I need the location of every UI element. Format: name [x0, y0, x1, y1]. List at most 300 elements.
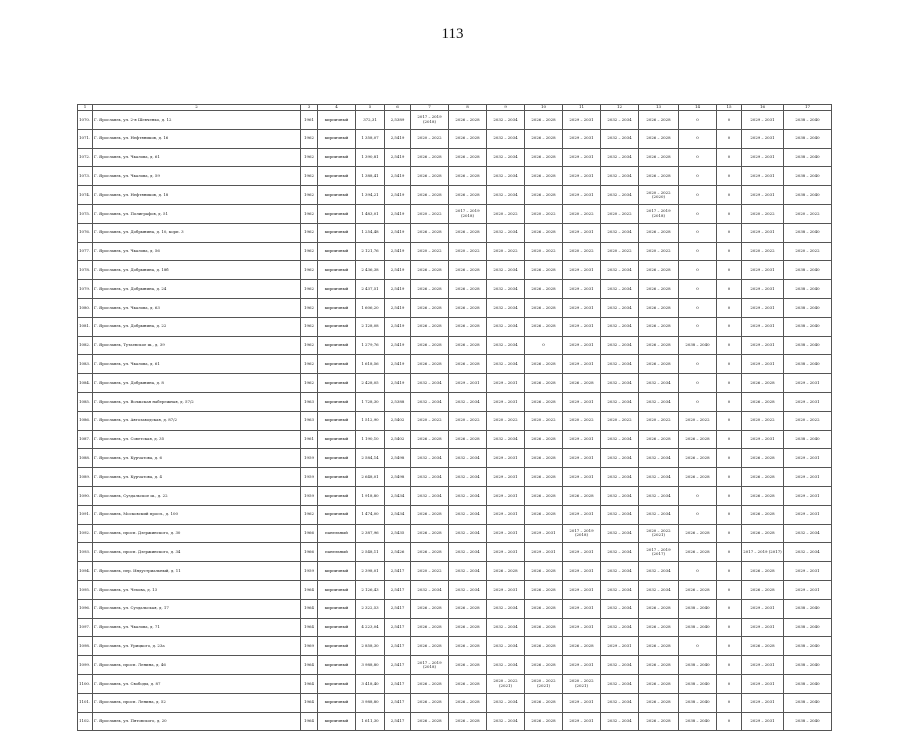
table-cell: 2032 – 2034	[487, 637, 525, 656]
table-cell: 2038 – 2040	[784, 618, 832, 637]
table-cell: 0	[679, 167, 717, 186]
table-cell: 2038 – 2040	[679, 618, 717, 637]
table-cell: 2026 – 2028	[639, 129, 679, 148]
table-cell: 2,5417	[385, 656, 411, 675]
table-cell: 1 390,81	[356, 148, 385, 167]
table-cell: 0	[717, 449, 742, 468]
table-cell: 2020 – 2022	[411, 204, 449, 223]
table-cell: 2026 – 2028	[449, 656, 487, 675]
table-cell: 1 279,76	[356, 336, 385, 355]
table-cell: 2038 – 2040	[784, 712, 832, 731]
table-cell: 1962	[301, 505, 318, 524]
table-cell: 2029 – 2031	[742, 167, 784, 186]
table-cell: 2038 – 2040	[784, 317, 832, 336]
table-cell: 0	[717, 355, 742, 374]
table-cell: 2029 – 2031	[563, 167, 601, 186]
table-cell: 2017 – 2019 (2017)	[639, 543, 679, 562]
table-cell: 2032 – 2034	[601, 599, 639, 618]
column-number-cell: 13	[639, 105, 679, 111]
table-cell: 2020 – 2022	[411, 242, 449, 261]
table-cell: 2032 – 2034	[601, 712, 639, 731]
table-cell: 2026 – 2028	[525, 298, 563, 317]
table-cell: 2032 – 2034	[487, 712, 525, 731]
table-row	[78, 186, 832, 205]
table-cell: 2029 – 2031	[563, 336, 601, 355]
table-cell: 2,5388	[385, 392, 411, 411]
table-cell: 2026 – 2028	[525, 261, 563, 280]
table-cell: кирпичный	[318, 167, 356, 186]
row-number-cell: 1075.	[78, 204, 93, 223]
table-cell: кирпичный	[318, 392, 356, 411]
table-cell: 2026 – 2028	[679, 580, 717, 599]
table-cell: 2032 – 2034	[601, 543, 639, 562]
table-cell: 2029 – 2031	[563, 129, 601, 148]
table-cell: 2038 – 2040	[784, 656, 832, 675]
table-cell: 2029 – 2031	[563, 223, 601, 242]
table-cell: 2032 – 2034	[601, 562, 639, 581]
table-cell: 2020 – 2022	[679, 411, 717, 430]
table-cell: 0	[717, 374, 742, 393]
table-cell: 0	[717, 298, 742, 317]
address-cell: Г. Ярославль, просп. Ленина, д. 52	[93, 693, 301, 712]
table-cell: 1962	[301, 129, 318, 148]
table-cell: 2026 – 2028	[449, 599, 487, 618]
table-cell: 2032 – 2034	[487, 261, 525, 280]
table-cell: 2026 – 2028	[639, 693, 679, 712]
address-cell: Г. Ярославль, ул. Чкалова, д. 71	[93, 618, 301, 637]
table-cell: 1964	[301, 618, 318, 637]
table-cell: кирпичный	[318, 355, 356, 374]
table-cell: 0	[717, 148, 742, 167]
table-cell: 2032 – 2034	[601, 392, 639, 411]
table-cell: 2032 – 2034	[449, 543, 487, 562]
table-cell: 2032 – 2034	[449, 486, 487, 505]
address-cell: Г. Ярославль, ул. Чкалова, д. 61	[93, 355, 301, 374]
table-cell: 1962	[301, 317, 318, 336]
column-number-cell: 15	[717, 105, 742, 111]
table-cell: 2026 – 2028	[639, 355, 679, 374]
table-cell: 2029 – 2031	[742, 693, 784, 712]
table-cell: 2017 – 2019 (2018)	[563, 524, 601, 543]
table-cell: 2032 – 2034	[601, 486, 639, 505]
table-cell: 2032 – 2034	[601, 298, 639, 317]
table-cell: 2026 – 2028	[449, 355, 487, 374]
table-cell: 2,5417	[385, 693, 411, 712]
table-cell: 2038 – 2040	[784, 129, 832, 148]
row-number-cell: 1078.	[78, 261, 93, 280]
table-cell: 2038 – 2040	[784, 148, 832, 167]
table-cell: 2026 – 2028	[639, 298, 679, 317]
table-cell: 2026 – 2028	[449, 223, 487, 242]
table-cell: 0	[717, 712, 742, 731]
table-cell: 0	[717, 223, 742, 242]
table-cell: 2026 – 2028	[639, 674, 679, 693]
table-cell: 0	[717, 261, 742, 280]
table-cell: кирпичный	[318, 204, 356, 223]
table-cell: 2038 – 2040	[784, 261, 832, 280]
table-cell: 2029 – 2031	[449, 374, 487, 393]
table-cell: 0	[717, 430, 742, 449]
table-cell: 2026 – 2028	[411, 674, 449, 693]
table-cell: 2026 – 2028	[411, 524, 449, 543]
table-cell: 2029 – 2031	[742, 430, 784, 449]
table-cell: 2029 – 2031	[784, 449, 832, 468]
table-cell: 2029 – 2031	[487, 505, 525, 524]
table-cell: 2026 – 2028	[525, 280, 563, 299]
table-cell: 2 428,05	[356, 374, 385, 393]
address-cell: Г. Ярославль, ул. Добрынина, д. 24	[93, 280, 301, 299]
table-cell: 2029 – 2031	[742, 111, 784, 130]
table-cell: 2,5419	[385, 204, 411, 223]
table-row	[78, 693, 832, 712]
table-cell: 2026 – 2028	[742, 374, 784, 393]
column-number-cell: 17	[784, 105, 832, 111]
table-cell: 2032 – 2034	[487, 167, 525, 186]
table-cell: 2029 – 2031	[563, 505, 601, 524]
table-cell: 1 358,07	[356, 129, 385, 148]
table-cell: 2,5419	[385, 223, 411, 242]
table-cell: 2026 – 2028	[563, 374, 601, 393]
address-cell: Г. Ярославль, ул. Советская, д. 35	[93, 430, 301, 449]
table-cell: 1964	[301, 599, 318, 618]
table-row	[78, 167, 832, 186]
table-cell: 0	[679, 111, 717, 130]
table-cell: 2026 – 2028	[449, 111, 487, 130]
table-cell: кирпичный	[318, 580, 356, 599]
table-cell: кирпичный	[318, 111, 356, 130]
table-cell: 0	[679, 223, 717, 242]
table-cell: 2032 – 2034	[601, 374, 639, 393]
table-cell: 2032 – 2034	[601, 524, 639, 543]
table-cell: 2032 – 2034	[639, 374, 679, 393]
row-number-cell: 1071.	[78, 129, 93, 148]
table-cell: 2032 – 2034	[601, 223, 639, 242]
table-cell: 1959	[301, 449, 318, 468]
table-cell: 2029 – 2031	[487, 468, 525, 487]
table-cell: кирпичный	[318, 637, 356, 656]
housing-repair-schedule-table	[77, 104, 832, 731]
table-cell: 2026 – 2028	[563, 637, 601, 656]
table-cell: 1962	[301, 204, 318, 223]
table-cell: 2,5402	[385, 430, 411, 449]
table-cell: 2032 – 2034	[639, 449, 679, 468]
table-cell: 2026 – 2028	[639, 599, 679, 618]
table-cell: 2026 – 2028	[525, 430, 563, 449]
table-cell: 2020 – 2022	[563, 411, 601, 430]
table-cell: 2029 – 2031	[784, 580, 832, 599]
table-cell: кирпичный	[318, 693, 356, 712]
table-cell: 0	[679, 261, 717, 280]
table-row	[78, 543, 832, 562]
table-cell: 2026 – 2028	[639, 712, 679, 731]
table-cell: 0	[717, 543, 742, 562]
table-row	[78, 148, 832, 167]
table-cell: 1962	[301, 167, 318, 186]
table-cell: 2029 – 2031	[487, 392, 525, 411]
table-cell: 2038 – 2040	[784, 637, 832, 656]
address-cell: Г. Ярославль, ул. Курчатова, д. 4	[93, 468, 301, 487]
table-row	[78, 111, 832, 130]
address-cell: Г. Ярославль, просп. Дзержинского, д. 34	[93, 543, 301, 562]
column-number-cell: 4	[318, 105, 356, 111]
address-cell: Г. Ярославль, ул. Урицкого, д. 23а	[93, 637, 301, 656]
table-cell: 2032 – 2034	[601, 317, 639, 336]
table-cell: 2 322,53	[356, 599, 385, 618]
table-cell: 1962	[301, 336, 318, 355]
table-cell: 0	[679, 355, 717, 374]
table-row	[78, 674, 832, 693]
table-cell: 2032 – 2034	[487, 317, 525, 336]
table-cell: 1 474,00	[356, 505, 385, 524]
table-cell: 2026 – 2028	[525, 449, 563, 468]
table-cell: 0	[717, 411, 742, 430]
table-cell: 2026 – 2028	[742, 637, 784, 656]
table-cell: 2020 – 2022	[525, 204, 563, 223]
table-row	[78, 449, 832, 468]
table-cell: 1962	[301, 148, 318, 167]
row-number-cell: 1093.	[78, 543, 93, 562]
table-cell: 2,5419	[385, 261, 411, 280]
table-cell: 2032 – 2034	[601, 674, 639, 693]
table-cell: 2038 – 2040	[679, 599, 717, 618]
table-cell: 2029 – 2031	[742, 674, 784, 693]
table-row	[78, 505, 832, 524]
table-cell: 1 618,56	[356, 355, 385, 374]
table-cell: 0	[679, 148, 717, 167]
table-cell: 2026 – 2028	[411, 280, 449, 299]
table-row	[78, 430, 832, 449]
table-cell: 2032 – 2034	[601, 656, 639, 675]
table-cell: 2029 – 2031	[563, 562, 601, 581]
table-cell: 0	[679, 486, 717, 505]
table-cell: 2029 – 2031	[487, 524, 525, 543]
table-cell: 2029 – 2031	[784, 562, 832, 581]
row-number-cell: 1074.	[78, 186, 93, 205]
table-cell: 2029 – 2031	[742, 336, 784, 355]
table-cell: 2026 – 2028	[525, 355, 563, 374]
table-cell: 1 728,30	[356, 392, 385, 411]
table-cell: 2020 – 2022	[411, 411, 449, 430]
table-cell: 0	[679, 242, 717, 261]
table-cell: 2026 – 2028	[639, 430, 679, 449]
table-cell: 2038 – 2040	[784, 186, 832, 205]
table-cell: 2032 – 2034	[601, 186, 639, 205]
table-cell: 2038 – 2040	[784, 693, 832, 712]
table-cell: 2 126,43	[356, 580, 385, 599]
table-cell: 0	[679, 129, 717, 148]
table-cell: 2,5417	[385, 637, 411, 656]
table-cell: 2026 – 2028	[525, 317, 563, 336]
table-cell: 2,5498	[385, 449, 411, 468]
table-cell: 2029 – 2031	[784, 374, 832, 393]
table-cell: 2029 – 2031	[487, 374, 525, 393]
table-cell: 2 128,08	[356, 317, 385, 336]
table-cell: 2020 – 2022	[601, 204, 639, 223]
table-cell: 0	[717, 693, 742, 712]
table-cell: 0	[679, 637, 717, 656]
table-cell: 2026 – 2028	[411, 618, 449, 637]
table-cell: 2032 – 2034	[487, 111, 525, 130]
table-cell: 1966	[301, 543, 318, 562]
table-cell: 2032 – 2034	[601, 580, 639, 599]
table-cell: 2026 – 2028	[742, 392, 784, 411]
table-cell: 2038 – 2040	[784, 674, 832, 693]
table-row	[78, 223, 832, 242]
table-cell: 2,5419	[385, 148, 411, 167]
address-cell: Г. Ярославль, ул. Добрынина, д. 8	[93, 374, 301, 393]
table-cell: 2026 – 2028	[449, 674, 487, 693]
table-cell: 0	[717, 392, 742, 411]
table-row	[78, 280, 832, 299]
address-cell: Г. Ярославль, просп. Дзержинского, д. 30	[93, 524, 301, 543]
table-cell: 2020 – 2022 (2021)	[563, 674, 601, 693]
table-cell: 2026 – 2028	[639, 637, 679, 656]
table-cell: 2038 – 2040	[679, 712, 717, 731]
table-cell: 2038 – 2040	[679, 693, 717, 712]
table-cell: 2,5419	[385, 167, 411, 186]
table-cell: 2032 – 2034	[487, 280, 525, 299]
table-cell: 2029 – 2031	[742, 599, 784, 618]
table-cell: 2017 – 2019 (2018)	[411, 111, 449, 130]
table-cell: 2,5419	[385, 317, 411, 336]
table-cell: 2029 – 2031	[784, 505, 832, 524]
table-cell: 2026 – 2028	[525, 392, 563, 411]
table-cell: 2,5435	[385, 524, 411, 543]
table-cell: 1962	[301, 280, 318, 299]
table-cell: 2029 – 2031	[742, 148, 784, 167]
row-number-cell: 1097.	[78, 618, 93, 637]
table-cell: 2,5419	[385, 374, 411, 393]
table-cell: 2032 – 2034	[487, 618, 525, 637]
row-number-cell: 1076.	[78, 223, 93, 242]
table-cell: 2026 – 2028	[449, 336, 487, 355]
column-number-cell: 7	[411, 105, 449, 111]
table-cell: 2026 – 2028	[639, 261, 679, 280]
table-cell: 0	[717, 637, 742, 656]
table-cell: 2,5417	[385, 580, 411, 599]
table-cell: 2032 – 2034	[449, 562, 487, 581]
table-cell: 2020 – 2022	[563, 242, 601, 261]
row-number-cell: 1095.	[78, 580, 93, 599]
table-cell: 2032 – 2034	[601, 430, 639, 449]
table-cell: 1964	[301, 693, 318, 712]
table-cell: 0	[679, 374, 717, 393]
table-cell: 2032 – 2034	[601, 355, 639, 374]
table-cell: 2038 – 2040	[784, 280, 832, 299]
table-row	[78, 336, 832, 355]
table-cell: 1 190,10	[356, 430, 385, 449]
row-number-cell: 1083.	[78, 355, 93, 374]
table-cell: 1966	[301, 524, 318, 543]
row-number-cell: 1090.	[78, 486, 93, 505]
table-cell: 2026 – 2028	[742, 524, 784, 543]
table-cell: 2026 – 2028	[449, 712, 487, 731]
table-cell: 2032 – 2034	[601, 280, 639, 299]
table-cell: 2038 – 2040	[679, 336, 717, 355]
table-cell: кирпичный	[318, 449, 356, 468]
table-cell: 2020 – 2022	[742, 242, 784, 261]
row-number-cell: 1102.	[78, 712, 93, 731]
table-cell: 2029 – 2031	[563, 712, 601, 731]
table-cell: 2026 – 2028	[679, 468, 717, 487]
table-cell: 2029 – 2031	[742, 186, 784, 205]
table-cell: 372,31	[356, 111, 385, 130]
table-cell: 2026 – 2028	[411, 430, 449, 449]
table-cell: 2020 – 2022	[601, 242, 639, 261]
table-cell: 2029 – 2031	[563, 543, 601, 562]
address-cell: Г. Ярославль, ул. Добрынина, д. 22	[93, 317, 301, 336]
table-cell: 1964	[301, 712, 318, 731]
table-cell: 2029 – 2031	[487, 580, 525, 599]
address-cell: Г. Ярославль, ул. Чкалова, д. 61	[93, 148, 301, 167]
table-cell: кирпичный	[318, 261, 356, 280]
table-cell: 2026 – 2028	[449, 298, 487, 317]
table-cell: 1 611,30	[356, 712, 385, 731]
table-cell: 2029 – 2031	[563, 392, 601, 411]
table-cell: 2026 – 2028	[639, 111, 679, 130]
table-cell: 2026 – 2028	[411, 336, 449, 355]
table-cell: 2,5417	[385, 712, 411, 731]
table-cell: 2026 – 2028	[449, 317, 487, 336]
table-cell: 2032 – 2034	[449, 392, 487, 411]
table-cell: 1961	[301, 430, 318, 449]
row-number-cell: 1100.	[78, 674, 93, 693]
table-cell: 2017 – 2019 (2018)	[449, 204, 487, 223]
column-number-cell: 10	[525, 105, 563, 111]
table-cell: 2029 – 2031	[563, 656, 601, 675]
table-cell: 2032 – 2034	[487, 599, 525, 618]
table-cell: 2,5417	[385, 618, 411, 637]
table-cell: 2026 – 2028	[449, 186, 487, 205]
table-cell: 2032 – 2034	[639, 505, 679, 524]
table-row	[78, 468, 832, 487]
table-cell: 2026 – 2028	[411, 148, 449, 167]
table-cell: кирпичный	[318, 186, 356, 205]
table-cell: 1 483,01	[356, 204, 385, 223]
row-number-cell: 1087.	[78, 430, 93, 449]
table-cell: 2029 – 2031	[563, 148, 601, 167]
table-cell: 0	[717, 486, 742, 505]
table-cell: 2038 – 2040	[784, 355, 832, 374]
table-cell: 2020 – 2022 (2021)	[639, 524, 679, 543]
page-number: 113	[441, 26, 464, 42]
row-number-cell: 1080.	[78, 298, 93, 317]
column-number-cell: 6	[385, 105, 411, 111]
table-cell: 0	[525, 336, 563, 355]
table-cell: 2026 – 2028	[742, 580, 784, 599]
table-cell: 2029 – 2031	[563, 261, 601, 280]
table-cell: 2032 – 2034	[411, 468, 449, 487]
table-cell: кирпичный	[318, 674, 356, 693]
table-cell: 2 858,30	[356, 637, 385, 656]
table-cell: 2038 – 2040	[784, 111, 832, 130]
table-cell: 2026 – 2028	[525, 562, 563, 581]
table-cell: 2026 – 2028	[639, 280, 679, 299]
table-cell: 1962	[301, 298, 318, 317]
table-cell: 2,5419	[385, 298, 411, 317]
table-cell: 2029 – 2031	[742, 129, 784, 148]
table-cell: 2029 – 2031	[563, 355, 601, 374]
table-cell: 2,5434	[385, 505, 411, 524]
table-cell: 2 548,11	[356, 543, 385, 562]
table-cell: 2032 – 2034	[601, 449, 639, 468]
table-cell: 1962	[301, 355, 318, 374]
table-cell: 2038 – 2040	[784, 599, 832, 618]
address-cell: Г. Ярославль, Суздальское ш., д. 22	[93, 486, 301, 505]
row-number-cell: 1070.	[78, 111, 93, 130]
table-cell: 2026 – 2028	[563, 486, 601, 505]
table-cell: 1 388,41	[356, 167, 385, 186]
